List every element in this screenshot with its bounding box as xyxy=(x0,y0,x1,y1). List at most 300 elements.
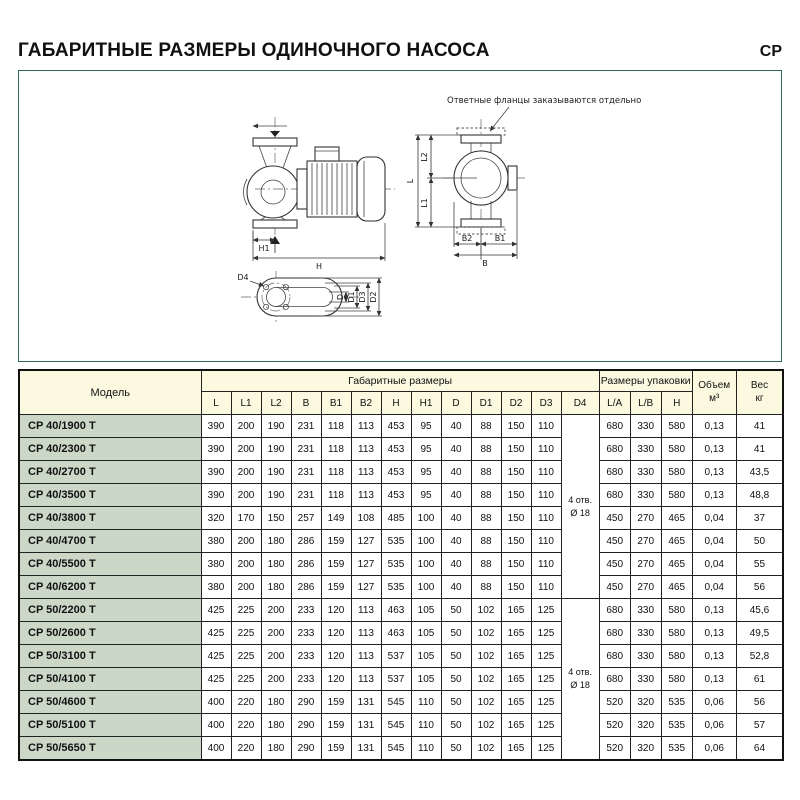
dim-cell: 118 xyxy=(321,461,351,484)
dim-cell: 150 xyxy=(501,484,531,507)
dim-cell: 118 xyxy=(321,415,351,438)
dim-cell: 102 xyxy=(471,737,501,761)
dim-cell: 50 xyxy=(441,668,471,691)
dim-cell: 400 xyxy=(201,737,231,761)
model-cell: CP 40/3800 T xyxy=(19,507,201,530)
pack-cell: 270 xyxy=(630,553,661,576)
dim-cell: 425 xyxy=(201,668,231,691)
col-header-B2: B2 xyxy=(351,392,381,415)
dimensions-group-header: Габаритные размеры xyxy=(201,370,599,392)
pack-cell: 680 xyxy=(599,484,630,507)
pack-cell: 450 xyxy=(599,576,630,599)
pack-cell: 580 xyxy=(661,668,692,691)
volume-cell: 0,13 xyxy=(692,461,736,484)
dim-cell: 118 xyxy=(321,438,351,461)
dim-cell: 120 xyxy=(321,668,351,691)
col-header-D: D xyxy=(441,392,471,415)
dim-cell: 159 xyxy=(321,714,351,737)
dim-cell: 200 xyxy=(231,484,261,507)
pack-cell: 330 xyxy=(630,461,661,484)
dim-cell: 50 xyxy=(441,691,471,714)
weight-cell: 41 xyxy=(736,438,783,461)
dim-cell: 50 xyxy=(441,645,471,668)
table-row xyxy=(19,415,783,438)
dim-cell: 231 xyxy=(291,415,321,438)
dim-cell: 165 xyxy=(501,645,531,668)
table-row xyxy=(19,622,783,645)
dim-label-d3: D3 xyxy=(358,291,367,303)
dim-cell: 113 xyxy=(351,484,381,507)
weight-cell: 56 xyxy=(736,576,783,599)
dim-cell: 120 xyxy=(321,599,351,622)
dim-cell: 150 xyxy=(261,507,291,530)
dim-cell: 150 xyxy=(501,507,531,530)
dim-cell: 125 xyxy=(531,714,561,737)
dim-cell: 150 xyxy=(501,415,531,438)
weight-cell: 37 xyxy=(736,507,783,530)
model-cell: CP 50/3100 T xyxy=(19,645,201,668)
dim-cell: 225 xyxy=(231,599,261,622)
dim-cell: 400 xyxy=(201,714,231,737)
table-row xyxy=(19,737,783,761)
weight-cell: 52,8 xyxy=(736,645,783,668)
pack-cell: 680 xyxy=(599,461,630,484)
dim-cell: 233 xyxy=(291,622,321,645)
col-header-D2: D2 xyxy=(501,392,531,415)
table-row xyxy=(19,691,783,714)
volume-cell: 0,13 xyxy=(692,599,736,622)
pack-cell: 320 xyxy=(630,737,661,761)
pack-cell: 680 xyxy=(599,622,630,645)
dim-cell: 200 xyxy=(261,668,291,691)
dim-cell: 165 xyxy=(501,691,531,714)
dim-cell: 485 xyxy=(381,507,411,530)
dim-cell: 150 xyxy=(501,461,531,484)
dim-cell: 231 xyxy=(291,461,321,484)
dim-cell: 40 xyxy=(441,507,471,530)
dim-label-h1: H1 xyxy=(258,244,270,253)
dim-cell: 102 xyxy=(471,714,501,737)
dim-cell: 113 xyxy=(351,599,381,622)
pack-cell: 330 xyxy=(630,645,661,668)
dim-cell: 40 xyxy=(441,576,471,599)
dim-cell: 200 xyxy=(231,530,261,553)
dim-cell: 159 xyxy=(321,737,351,761)
pack-cell: 450 xyxy=(599,530,630,553)
dim-cell: 231 xyxy=(291,438,321,461)
dim-cell: 390 xyxy=(201,415,231,438)
dim-cell: 125 xyxy=(531,668,561,691)
dim-cell: 286 xyxy=(291,576,321,599)
dim-cell: 159 xyxy=(321,553,351,576)
dim-label-b2: B2 xyxy=(461,234,473,243)
model-cell: CP 40/2300 T xyxy=(19,438,201,461)
flange-view xyxy=(237,271,382,324)
volume-cell: 0,06 xyxy=(692,691,736,714)
pack-cell: 680 xyxy=(599,645,630,668)
dim-cell: 105 xyxy=(411,599,441,622)
pack-cell: 680 xyxy=(599,438,630,461)
dim-cell: 105 xyxy=(411,622,441,645)
pack-cell: 320 xyxy=(630,714,661,737)
dim-cell: 40 xyxy=(441,461,471,484)
dim-cell: 113 xyxy=(351,645,381,668)
header-group-row xyxy=(19,370,783,392)
weight-cell: 57 xyxy=(736,714,783,737)
dim-cell: 200 xyxy=(231,415,261,438)
table-row xyxy=(19,461,783,484)
pack-cell: 465 xyxy=(661,530,692,553)
dim-cell: 95 xyxy=(411,484,441,507)
pack-cell: 680 xyxy=(599,415,630,438)
volume-column-header: Объем м³ xyxy=(692,370,736,415)
dim-cell: 102 xyxy=(471,668,501,691)
dim-cell: 100 xyxy=(411,507,441,530)
dim-label-d: D xyxy=(336,293,345,301)
dim-cell: 390 xyxy=(201,438,231,461)
dim-cell: 40 xyxy=(441,530,471,553)
pack-cell: 535 xyxy=(661,714,692,737)
dim-cell: 190 xyxy=(261,415,291,438)
weight-cell: 45,6 xyxy=(736,599,783,622)
model-cell: CP 50/4600 T xyxy=(19,691,201,714)
dim-cell: 463 xyxy=(381,599,411,622)
dim-cell: 190 xyxy=(261,461,291,484)
d4-note-cell xyxy=(561,599,599,761)
dim-cell: 102 xyxy=(471,599,501,622)
dim-label-b: B xyxy=(482,259,488,268)
front-view xyxy=(406,96,641,268)
volume-cell: 0,04 xyxy=(692,576,736,599)
pack-cell: 520 xyxy=(599,714,630,737)
dim-cell: 131 xyxy=(351,714,381,737)
dim-cell: 233 xyxy=(291,599,321,622)
dim-cell: 380 xyxy=(201,576,231,599)
table-row xyxy=(19,714,783,737)
dim-cell: 180 xyxy=(261,714,291,737)
dim-cell: 125 xyxy=(531,622,561,645)
pack-cell: 450 xyxy=(599,553,630,576)
dim-cell: 125 xyxy=(531,737,561,761)
dim-label-b1: B1 xyxy=(494,234,506,243)
dim-cell: 545 xyxy=(381,737,411,761)
pack-cell: 520 xyxy=(599,737,630,761)
dim-cell: 231 xyxy=(291,484,321,507)
dim-cell: 40 xyxy=(441,553,471,576)
dim-cell: 200 xyxy=(261,645,291,668)
dim-cell: 100 xyxy=(411,553,441,576)
dim-cell: 110 xyxy=(531,507,561,530)
dim-cell: 180 xyxy=(261,576,291,599)
table-row xyxy=(19,645,783,668)
dim-cell: 113 xyxy=(351,668,381,691)
dim-cell: 110 xyxy=(411,691,441,714)
dim-cell: 233 xyxy=(291,668,321,691)
dim-cell: 380 xyxy=(201,553,231,576)
dim-cell: 127 xyxy=(351,553,381,576)
dim-cell: 159 xyxy=(321,576,351,599)
weight-cell: 50 xyxy=(736,530,783,553)
dim-cell: 150 xyxy=(501,530,531,553)
dimensions-table xyxy=(18,369,784,761)
dim-cell: 88 xyxy=(471,461,501,484)
dim-cell: 95 xyxy=(411,438,441,461)
model-cell: CP 50/2600 T xyxy=(19,622,201,645)
dim-cell: 225 xyxy=(231,668,261,691)
dim-cell: 102 xyxy=(471,691,501,714)
dim-cell: 88 xyxy=(471,553,501,576)
col-header-B1: B1 xyxy=(321,392,351,415)
table-row xyxy=(19,507,783,530)
pack-cell: 580 xyxy=(661,415,692,438)
pack-cell: 330 xyxy=(630,415,661,438)
dim-cell: 170 xyxy=(231,507,261,530)
pack-cell: 535 xyxy=(661,737,692,761)
pack-cell: 330 xyxy=(630,668,661,691)
dim-cell: 127 xyxy=(351,530,381,553)
dim-cell: 100 xyxy=(411,530,441,553)
pack-cell: 465 xyxy=(661,576,692,599)
dim-cell: 110 xyxy=(531,415,561,438)
dim-cell: 220 xyxy=(231,691,261,714)
dim-cell: 110 xyxy=(411,714,441,737)
flow-arrow-top-icon xyxy=(270,131,280,137)
pack-cell: 270 xyxy=(630,507,661,530)
dim-cell: 149 xyxy=(321,507,351,530)
dim-cell: 290 xyxy=(291,714,321,737)
dim-cell: 88 xyxy=(471,576,501,599)
dim-cell: 88 xyxy=(471,507,501,530)
dim-cell: 400 xyxy=(201,691,231,714)
dim-cell: 150 xyxy=(501,576,531,599)
packaging-group-header: Размеры упаковки xyxy=(599,370,692,392)
pack-cell: 450 xyxy=(599,507,630,530)
pack-cell: 580 xyxy=(661,484,692,507)
model-cell: CP 40/3500 T xyxy=(19,484,201,507)
pack-cell: 580 xyxy=(661,599,692,622)
col-header-LA: L/A xyxy=(599,392,630,415)
weight-cell: 41 xyxy=(736,415,783,438)
dim-cell: 220 xyxy=(231,714,261,737)
col-header-L2: L2 xyxy=(261,392,291,415)
pack-cell: 520 xyxy=(599,691,630,714)
dim-cell: 286 xyxy=(291,553,321,576)
page-header xyxy=(18,40,782,62)
d4-note-cell xyxy=(561,415,599,599)
dim-cell: 165 xyxy=(501,714,531,737)
dim-cell: 108 xyxy=(351,507,381,530)
dim-cell: 390 xyxy=(201,484,231,507)
table-row xyxy=(19,530,783,553)
col-header-H: H xyxy=(381,392,411,415)
dim-cell: 120 xyxy=(321,622,351,645)
d4-note-line: 4 отв. xyxy=(568,494,592,505)
d4-note-line: Ø 18 xyxy=(570,680,590,690)
dim-cell: 113 xyxy=(351,461,381,484)
dim-cell: 131 xyxy=(351,691,381,714)
table-body xyxy=(19,415,783,761)
dim-cell: 225 xyxy=(231,645,261,668)
weight-cell: 49,5 xyxy=(736,622,783,645)
pack-cell: 680 xyxy=(599,668,630,691)
col-header-H1: H1 xyxy=(411,392,441,415)
drawing-note: Ответные фланцы заказываются отдельно xyxy=(447,96,642,106)
dim-cell: 453 xyxy=(381,438,411,461)
dim-cell: 453 xyxy=(381,461,411,484)
dim-cell: 88 xyxy=(471,415,501,438)
dim-label-d1: D1 xyxy=(347,291,356,303)
dim-label-l: L xyxy=(406,178,415,184)
dim-cell: 190 xyxy=(261,438,291,461)
dim-cell: 102 xyxy=(471,645,501,668)
table-row xyxy=(19,668,783,691)
dim-cell: 159 xyxy=(321,691,351,714)
dim-cell: 320 xyxy=(201,507,231,530)
col-header-D4: D4 xyxy=(561,392,599,415)
dim-cell: 125 xyxy=(531,599,561,622)
dim-cell: 535 xyxy=(381,553,411,576)
table-row xyxy=(19,553,783,576)
model-cell: CP 50/2200 T xyxy=(19,599,201,622)
dim-cell: 233 xyxy=(291,645,321,668)
dim-cell: 120 xyxy=(321,645,351,668)
dim-cell: 110 xyxy=(531,576,561,599)
dim-cell: 95 xyxy=(411,461,441,484)
col-header-L: L xyxy=(201,392,231,415)
model-cell: CP 40/6200 T xyxy=(19,576,201,599)
dim-cell: 180 xyxy=(261,691,291,714)
dim-cell: 113 xyxy=(351,622,381,645)
dim-cell: 50 xyxy=(441,599,471,622)
dim-cell: 200 xyxy=(261,599,291,622)
table-row xyxy=(19,599,783,622)
dim-cell: 110 xyxy=(411,737,441,761)
dim-cell: 113 xyxy=(351,415,381,438)
model-cell: CP 50/5100 T xyxy=(19,714,201,737)
dim-cell: 225 xyxy=(231,622,261,645)
weight-cell: 64 xyxy=(736,737,783,761)
dim-cell: 190 xyxy=(261,484,291,507)
volume-cell: 0,04 xyxy=(692,530,736,553)
volume-cell: 0,06 xyxy=(692,737,736,761)
dim-cell: 180 xyxy=(261,737,291,761)
dim-cell: 113 xyxy=(351,438,381,461)
dim-cell: 290 xyxy=(291,737,321,761)
dim-cell: 286 xyxy=(291,530,321,553)
dim-cell: 118 xyxy=(321,484,351,507)
dim-cell: 453 xyxy=(381,484,411,507)
dim-cell: 180 xyxy=(261,553,291,576)
dim-label-h: H xyxy=(315,262,323,271)
dim-cell: 257 xyxy=(291,507,321,530)
dim-label-d4: D4 xyxy=(237,273,249,282)
pump-technical-drawing xyxy=(19,71,779,359)
col-header-L1: L1 xyxy=(231,392,261,415)
dim-cell: 165 xyxy=(501,599,531,622)
model-column-header: Модель xyxy=(19,370,201,415)
pack-cell: 465 xyxy=(661,507,692,530)
model-cell: CP 40/1900 T xyxy=(19,415,201,438)
dim-cell: 88 xyxy=(471,530,501,553)
model-cell: CP 50/4100 T xyxy=(19,668,201,691)
dim-cell: 110 xyxy=(531,553,561,576)
table-row xyxy=(19,576,783,599)
pack-cell: 535 xyxy=(661,691,692,714)
pack-cell: 330 xyxy=(630,438,661,461)
dim-cell: 537 xyxy=(381,668,411,691)
weight-cell: 43,5 xyxy=(736,461,783,484)
dim-cell: 40 xyxy=(441,438,471,461)
pack-cell: 580 xyxy=(661,461,692,484)
dim-label-d2: D2 xyxy=(369,291,378,303)
table-row xyxy=(19,484,783,507)
dim-cell: 545 xyxy=(381,691,411,714)
dim-cell: 88 xyxy=(471,484,501,507)
dim-cell: 110 xyxy=(531,530,561,553)
dim-cell: 290 xyxy=(291,691,321,714)
dim-cell: 102 xyxy=(471,622,501,645)
dim-cell: 537 xyxy=(381,645,411,668)
col-header-packH: Н xyxy=(661,392,692,415)
pack-cell: 330 xyxy=(630,622,661,645)
col-header-LB: L/B xyxy=(630,392,661,415)
weight-column-header: Вес кг xyxy=(736,370,783,415)
pack-cell: 270 xyxy=(630,576,661,599)
dim-label-l1: L1 xyxy=(420,198,429,208)
dim-cell: 425 xyxy=(201,645,231,668)
volume-cell: 0,13 xyxy=(692,484,736,507)
dim-cell: 200 xyxy=(261,622,291,645)
side-view xyxy=(244,117,396,271)
model-cell: CP 40/5500 T xyxy=(19,553,201,576)
dim-cell: 105 xyxy=(411,668,441,691)
volume-cell: 0,13 xyxy=(692,415,736,438)
dim-cell: 425 xyxy=(201,599,231,622)
pack-cell: 580 xyxy=(661,622,692,645)
pack-cell: 330 xyxy=(630,599,661,622)
dim-cell: 105 xyxy=(411,645,441,668)
dim-cell: 453 xyxy=(381,415,411,438)
pack-cell: 330 xyxy=(630,484,661,507)
dim-cell: 110 xyxy=(531,484,561,507)
dim-cell: 88 xyxy=(471,438,501,461)
volume-cell: 0,13 xyxy=(692,645,736,668)
dim-cell: 200 xyxy=(231,438,261,461)
dim-label-l2: L2 xyxy=(420,152,429,162)
dim-cell: 159 xyxy=(321,530,351,553)
dim-cell: 50 xyxy=(441,737,471,761)
dim-cell: 125 xyxy=(531,645,561,668)
dim-cell: 40 xyxy=(441,415,471,438)
volume-cell: 0,13 xyxy=(692,668,736,691)
dim-cell: 150 xyxy=(501,553,531,576)
dim-cell: 535 xyxy=(381,530,411,553)
dim-cell: 127 xyxy=(351,576,381,599)
volume-cell: 0,13 xyxy=(692,438,736,461)
dim-cell: 425 xyxy=(201,622,231,645)
dim-cell: 165 xyxy=(501,668,531,691)
model-cell: CP 40/2700 T xyxy=(19,461,201,484)
dim-cell: 150 xyxy=(501,438,531,461)
volume-cell: 0,06 xyxy=(692,714,736,737)
dim-cell: 200 xyxy=(231,461,261,484)
col-header-B: B xyxy=(291,392,321,415)
table-row xyxy=(19,438,783,461)
weight-cell: 55 xyxy=(736,553,783,576)
dim-cell: 200 xyxy=(231,553,261,576)
dim-cell: 50 xyxy=(441,714,471,737)
weight-cell: 56 xyxy=(736,691,783,714)
